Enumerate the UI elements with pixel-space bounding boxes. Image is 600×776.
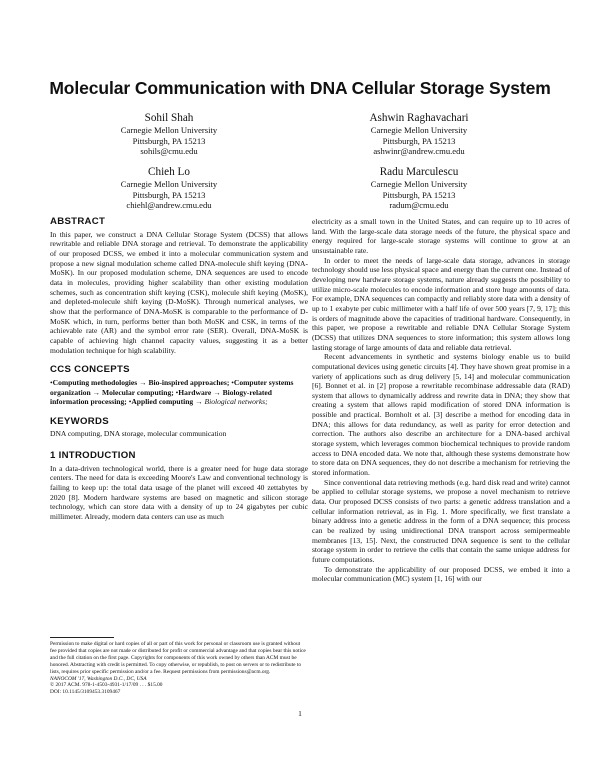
body-paragraph: Recent advancements in synthetic and systems biology enable us to build computational devices using genetic circuits [4]. They have shown great promise in a variety of applications such as drug delivery [5, 14] and molecular communication [6]. Bonnet et al. in [2] propose a rewritable recombinase addressable data (RAD) system that allows to dynamically address and rewrite data in DNA; they show that creating a system that allows rapid modification of stored DNA information is possible and practical. Bornholt et al. [3] describe a method for encoding data in DNA; this allows for data redundancy, as well as parity for error detection and correction. The authors also describe an architecture for a DNA-based archival storage system, which leverages common biochemical techniques to provide random access to DNA encoded data. We note that, although these systems demonstrate how to store data on DNA sequences, they do not describe a mechanism for retrieving the stored information.: [312, 352, 570, 478]
venue: NANOCOM '17, Washington D.C., DC, USA: [50, 675, 147, 682]
left-column: [50, 217, 308, 522]
ccs-concept: Applied computing →: [131, 397, 203, 407]
intro-heading: 1 INTRODUCTION: [50, 450, 136, 462]
author-location: Pittsburgh, PA 15213: [132, 189, 206, 200]
ccs-concept: Computing methodologies → Bio-inspired approaches;: [52, 377, 230, 387]
keywords-heading: KEYWORDS: [50, 415, 109, 427]
footnote: [50, 641, 308, 696]
permission-notice: Permission to make digital or hard copies of all or part of this work for personal or classroom use is granted without fee provided that copies are not made or distributed for profit or commercial advantage and that copies bear this notice and the full citation on the first page. Copyrights for components of this work owned by others than ACM must be honored. Abstracting with credit is permitted. To copy otherwise, or republish, to post on servers or to redistribute to lists, requires prior specific permission and/or a fee. Request permissions from permissions@acm.org.: [50, 641, 306, 675]
author-location: Pittsburgh, PA 15213: [132, 135, 206, 146]
ccs-concept-trailing: Biological networks;: [204, 397, 268, 407]
body-paragraph: In order to meet the needs of large-scale data storage, advances in storage technology should use less physical space and energy than the current one. Instead of developing new hardware storage systems, nature already suggests the possibility to utilize micro-scale molecules to encode information and store huge amounts of data. For example, DNA sequences can compactly and reliably store data with a density of up to 1 exabyte per cubic millimeter with a half life of over 500 years [7, 9, 17]; this is orders of magnitude above the capacities of traditional hardware. Consequently, in this paper, we propose a rewritable and reliable DNA Cellular Storage System (DCSS) that utilizes DNA sequences to store information; this system allows long lasting storage of large amounts of data and reliable data retrieval.: [312, 255, 570, 352]
author-name: Sohil Shah: [144, 112, 194, 124]
author-location: Pittsburgh, PA 15213: [382, 189, 456, 200]
ccs-heading: CCS CONCEPTS: [50, 364, 130, 376]
keywords-text: DNA computing, DNA storage, molecular communication: [50, 429, 227, 439]
abstract-text: In this paper, we construct a DNA Cellular Storage System (DCSS) that allows rewritable and reliable DNA storage and retrieval. To demonstrate the applicability of our proposed DCSS, we embed it into a molecular communication system and propose a new signal modulation scheme called DNA-molecule shift keying (DNA-MoSK). In our proposed modulation scheme, DNA sequences are used to encode data in molecules, providing higher scalability than other existing modulation schemes, such as concentration shift keying (CSK), molecule shift keying (MoSK), and depleted-molecule shift keying (D-MoSK). Through numerical analyses, we show that the performance of DNA-MoSK is comparable to the performance of D-MoSK which, in turn, performs better than both MoSK and CSK, in terms of the achievable rate (AR) and the symbol error rate (SER). Overall, DNA-MoSK is capable of achieving high channel capacity values, suggesting it as a better modulation technique for high scalability.: [50, 229, 308, 355]
author-email: ashwinr@andrew.cmu.edu: [373, 146, 465, 157]
author-name: Radu Marculescu: [379, 166, 459, 178]
ccs-bullet: •: [128, 397, 132, 407]
author-name: Chieh Lo: [148, 166, 190, 178]
ccs-bullet: •: [231, 377, 234, 387]
author-email: sohils@cmu.edu: [140, 146, 198, 157]
right-column: [312, 217, 570, 584]
author-block: [69, 111, 269, 157]
author-affiliation: Carnegie Mellon University: [370, 125, 468, 135]
ccs-concepts: [50, 378, 308, 407]
copyright: © 2017 ACM. 978-1-4503-4931-1/17/09 . . . $15.00: [50, 682, 163, 689]
body-paragraph: To demonstrate the applicability of our proposed DCSS, we embed it into a molecular communication (MC) system [1, 16] with our: [312, 564, 570, 584]
author-affiliation: Carnegie Mellon University: [370, 179, 468, 189]
author-location: Pittsburgh, PA 15213: [382, 135, 456, 146]
author-name: Ashwin Raghavachari: [369, 112, 469, 124]
author-block: [69, 165, 269, 211]
abstract-heading: ABSTRACT: [50, 216, 106, 227]
ccs-concept: Computer systems organization → Molecular computing;: [50, 377, 294, 397]
body-paragraph: electricity as a small town in the United States, and can require up to 10 acres of land. With the large-scale data storage needs of the future, the physical space and energy required for large-scale storage systems will continue to grow at an unsustainable rate.: [312, 217, 570, 255]
author-affiliation: Carnegie Mellon University: [120, 179, 218, 189]
footnote-rule: [50, 637, 114, 638]
author-email: radum@cmu.edu: [389, 200, 449, 211]
author-affiliation: Carnegie Mellon University: [120, 125, 218, 135]
doi: DOI: 10.1145/3109453.3109467: [50, 689, 121, 696]
ccs-bullet: •: [175, 387, 179, 397]
ccs-concept: Hardware → Biology-related information processing;: [50, 387, 272, 407]
author-block: [319, 165, 519, 211]
author-block: [319, 111, 519, 157]
body-paragraph: Since conventional data retrieving methods (e.g. hard disk read and write) cannot be applied to cellular storage systems, we propose a novel mechanism to retrieve data. Our proposed DCSS consists of two parts: a genetic address translation and a cellular information retrieval, as in Fig. 1. More specifically, we first translate a binary address into a genetic address in the form of a DNA sequence; this process can be realized by using unidirectional DNA transport across semipermeable membranes [13, 15]. Next, the constructed DNA sequence is sent to the cellular storage system in order to retrieve the cells that contain the same unique address for future computations.: [312, 477, 570, 564]
author-email: chiehl@andrew.cmu.edu: [126, 200, 212, 211]
intro-text: In a data-driven technological world, there is a greater need for huge data storage centers. The need for data is exceeding Moore's Law and conventional technology is failing to keep up: the total data usage of the planet will exceed 40 zettabytes by 2020 [8]. Modern hardware systems are based on magnetic and silicon storage technology, which can store data with a density of up to 24 gigabytes per cubic millimeter. Already, modern data centers can use as much: [50, 463, 308, 522]
page-number: 1: [298, 709, 302, 718]
paper-title: Molecular Communication with DNA Cellular Storage System: [49, 78, 551, 98]
ccs-bullet: •: [50, 377, 53, 387]
